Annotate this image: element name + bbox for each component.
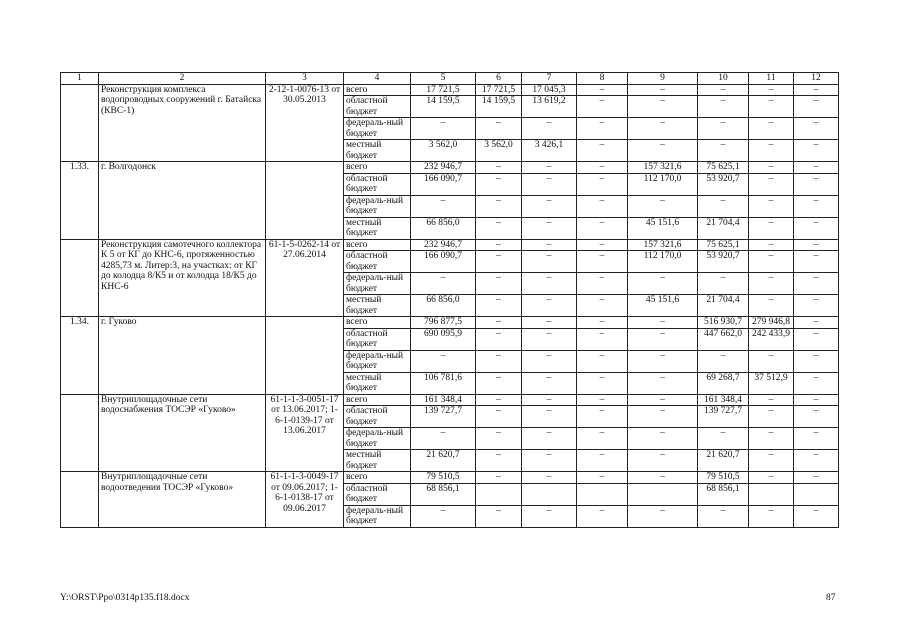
funding-source: местный бюджет xyxy=(344,372,411,394)
amount-cell: – xyxy=(522,251,577,273)
column-header: 10 xyxy=(698,73,749,85)
amount-cell: 161 348,4 xyxy=(411,394,476,406)
amount-cell: – xyxy=(698,428,749,450)
amount-cell: – xyxy=(577,295,628,317)
amount-cell: – xyxy=(577,372,628,394)
table-row xyxy=(61,394,839,406)
header-row xyxy=(61,73,839,85)
amount-cell: – xyxy=(476,328,522,350)
amount-cell: 75 625,1 xyxy=(698,162,749,174)
column-header: 5 xyxy=(411,73,476,85)
funding-source: областной бюджет xyxy=(344,483,411,505)
amount-cell: – xyxy=(522,372,577,394)
amount-cell: – xyxy=(577,406,628,428)
amount-cell: 106 781,6 xyxy=(411,372,476,394)
column-header: 11 xyxy=(749,73,794,85)
amount-cell: – xyxy=(411,350,476,372)
amount-cell: – xyxy=(698,84,749,96)
amount-cell: – xyxy=(577,84,628,96)
funding-source: всего xyxy=(344,162,411,174)
amount-cell: – xyxy=(476,317,522,329)
amount-cell: 139 727,7 xyxy=(411,406,476,428)
amount-cell: – xyxy=(749,273,794,295)
amount-cell: – xyxy=(749,406,794,428)
column-header: 3 xyxy=(266,73,344,85)
table-body xyxy=(61,84,839,527)
item-number xyxy=(61,472,99,528)
amount-cell: 79 510,5 xyxy=(698,472,749,484)
amount-cell: 21 704,4 xyxy=(698,295,749,317)
item-number xyxy=(61,394,99,472)
funding-source: местный бюджет xyxy=(344,217,411,239)
approval-code: 61-1-1-3-0049-17 от 09.06.2017; 1-6-1-0138-17 от 09.06.2017 xyxy=(266,472,344,528)
amount-cell: – xyxy=(794,406,839,428)
budget-table xyxy=(60,72,839,528)
column-header: 7 xyxy=(522,73,577,85)
amount-cell: 242 433,9 xyxy=(749,328,794,350)
table-row xyxy=(61,472,839,484)
amount-cell: – xyxy=(476,273,522,295)
amount-cell: – xyxy=(749,472,794,484)
amount-cell: – xyxy=(522,505,577,527)
amount-cell: – xyxy=(476,162,522,174)
amount-cell: – xyxy=(628,372,698,394)
amount-cell: – xyxy=(698,118,749,140)
amount-cell: 112 170,0 xyxy=(628,173,698,195)
amount-cell: – xyxy=(522,162,577,174)
funding-source: федераль-ный бюджет xyxy=(344,273,411,295)
page-number: 87 xyxy=(826,593,836,603)
column-header: 4 xyxy=(344,73,411,85)
amount-cell: – xyxy=(749,505,794,527)
amount-cell: – xyxy=(577,428,628,450)
funding-source: областной бюджет xyxy=(344,251,411,273)
item-name: Реконструкция комплекса водопроводных сооружений г. Батайска (КВС-1) xyxy=(99,84,266,162)
funding-source: областной бюджет xyxy=(344,328,411,350)
table-row xyxy=(61,162,839,174)
amount-cell: – xyxy=(794,140,839,162)
item-number xyxy=(61,84,99,162)
column-header: 12 xyxy=(794,73,839,85)
amount-cell: – xyxy=(411,505,476,527)
amount-cell: – xyxy=(698,273,749,295)
amount-cell: – xyxy=(794,239,839,251)
amount-cell: 21 620,7 xyxy=(411,450,476,472)
amount-cell: – xyxy=(476,118,522,140)
amount-cell: – xyxy=(577,273,628,295)
amount-cell: – xyxy=(698,96,749,118)
amount-cell: – xyxy=(577,505,628,527)
amount-cell: – xyxy=(577,239,628,251)
amount-cell: – xyxy=(522,328,577,350)
amount-cell: – xyxy=(476,217,522,239)
amount-cell: – xyxy=(749,162,794,174)
amount-cell: – xyxy=(476,173,522,195)
amount-cell: – xyxy=(476,195,522,217)
amount-cell: 45 151,6 xyxy=(628,217,698,239)
amount-cell: – xyxy=(577,472,628,484)
amount-cell: – xyxy=(749,428,794,450)
amount-cell: – xyxy=(577,251,628,273)
amount-cell: – xyxy=(476,239,522,251)
amount-cell: 79 510,5 xyxy=(411,472,476,484)
amount-cell: – xyxy=(794,118,839,140)
item-number: 1.34. xyxy=(61,317,99,395)
amount-cell: – xyxy=(794,295,839,317)
amount-cell: – xyxy=(794,173,839,195)
amount-cell: – xyxy=(749,450,794,472)
amount-cell: – xyxy=(522,394,577,406)
funding-source: местный бюджет xyxy=(344,295,411,317)
amount-cell: – xyxy=(794,317,839,329)
amount-cell: – xyxy=(476,428,522,450)
amount-cell: – xyxy=(794,217,839,239)
column-header: 6 xyxy=(476,73,522,85)
table-row xyxy=(61,239,839,251)
amount-cell: – xyxy=(522,118,577,140)
amount-cell: – xyxy=(577,96,628,118)
amount-cell: 796 877,5 xyxy=(411,317,476,329)
amount-cell: – xyxy=(794,328,839,350)
amount-cell: 157 321,6 xyxy=(628,162,698,174)
amount-cell: – xyxy=(628,273,698,295)
amount-cell: – xyxy=(522,295,577,317)
approval-code xyxy=(266,162,344,240)
item-name: г. Гуково xyxy=(99,317,266,395)
amount-cell: – xyxy=(476,251,522,273)
amount-cell: 161 348,4 xyxy=(698,394,749,406)
amount-cell: – xyxy=(476,450,522,472)
amount-cell xyxy=(522,483,577,505)
funding-source: местный бюджет xyxy=(344,450,411,472)
amount-cell: – xyxy=(794,273,839,295)
amount-cell: – xyxy=(577,195,628,217)
amount-cell: – xyxy=(411,273,476,295)
amount-cell: – xyxy=(476,406,522,428)
amount-cell: – xyxy=(749,140,794,162)
amount-cell: – xyxy=(476,372,522,394)
amount-cell: – xyxy=(794,251,839,273)
amount-cell: 516 930,7 xyxy=(698,317,749,329)
amount-cell: 69 268,7 xyxy=(698,372,749,394)
amount-cell: – xyxy=(749,394,794,406)
funding-source: федераль-ный бюджет xyxy=(344,118,411,140)
approval-code: 61-1-1-3-0051-17 от 13.06.2017; 1-6-1-0139-17 от 13.06.2017 xyxy=(266,394,344,472)
approval-code: 61-1-5-0262-14 от 27.06.2014 xyxy=(266,239,344,317)
table-row xyxy=(61,84,839,96)
column-header: 8 xyxy=(577,73,628,85)
amount-cell: – xyxy=(577,317,628,329)
item-name: Внутриплощадочные сети водоотведения ТОСЭР «Гуково» xyxy=(99,472,266,528)
amount-cell: – xyxy=(411,118,476,140)
amount-cell: – xyxy=(577,217,628,239)
funding-source: федераль-ный бюджет xyxy=(344,428,411,450)
amount-cell: – xyxy=(794,394,839,406)
amount-cell: – xyxy=(794,195,839,217)
amount-cell: – xyxy=(628,428,698,450)
amount-cell: – xyxy=(628,195,698,217)
amount-cell: 53 920,7 xyxy=(698,173,749,195)
amount-cell: – xyxy=(577,328,628,350)
amount-cell: 232 946,7 xyxy=(411,162,476,174)
amount-cell: – xyxy=(698,140,749,162)
amount-cell: – xyxy=(749,84,794,96)
amount-cell: – xyxy=(749,217,794,239)
column-header: 2 xyxy=(99,73,266,85)
amount-cell: – xyxy=(522,428,577,450)
amount-cell: – xyxy=(577,162,628,174)
funding-source: всего xyxy=(344,472,411,484)
amount-cell: – xyxy=(794,84,839,96)
amount-cell: – xyxy=(749,295,794,317)
amount-cell: – xyxy=(522,217,577,239)
approval-code xyxy=(266,317,344,395)
amount-cell: 14 159,5 xyxy=(411,96,476,118)
amount-cell: – xyxy=(628,450,698,472)
funding-source: федераль-ный бюджет xyxy=(344,195,411,217)
amount-cell: 75 625,1 xyxy=(698,239,749,251)
amount-cell: 3 426,1 xyxy=(522,140,577,162)
column-header: 9 xyxy=(628,73,698,85)
amount-cell: – xyxy=(522,472,577,484)
amount-cell: 166 090,7 xyxy=(411,173,476,195)
amount-cell: 68 856,1 xyxy=(411,483,476,505)
amount-cell: – xyxy=(411,195,476,217)
amount-cell: – xyxy=(794,162,839,174)
amount-cell: – xyxy=(698,505,749,527)
file-path: Y:\ORST\Ppo\0314p135.f18.docx xyxy=(60,593,190,603)
amount-cell: – xyxy=(698,350,749,372)
amount-cell: – xyxy=(476,505,522,527)
amount-cell: 66 856,0 xyxy=(411,295,476,317)
amount-cell: – xyxy=(577,140,628,162)
amount-cell: – xyxy=(794,472,839,484)
amount-cell: – xyxy=(749,118,794,140)
amount-cell: – xyxy=(411,428,476,450)
funding-source: всего xyxy=(344,84,411,96)
amount-cell: 279 946,8 xyxy=(749,317,794,329)
amount-cell: 17 721,5 xyxy=(411,84,476,96)
amount-cell: – xyxy=(698,195,749,217)
amount-cell: – xyxy=(577,173,628,195)
amount-cell: 690 095,9 xyxy=(411,328,476,350)
funding-source: областной бюджет xyxy=(344,96,411,118)
amount-cell: – xyxy=(628,118,698,140)
item-name: Реконструкция самотечного коллектора К 5 от КГ до КНС-6, протяженностью 4285,73 м. Литер:3, на участках: от КГ до колодца 8/К5 и от колодца 18/К5 до КНС-6 xyxy=(99,239,266,317)
amount-cell xyxy=(577,483,628,505)
amount-cell: – xyxy=(522,273,577,295)
amount-cell: – xyxy=(577,394,628,406)
amount-cell: – xyxy=(628,84,698,96)
table-row xyxy=(61,317,839,329)
amount-cell: – xyxy=(476,472,522,484)
item-number xyxy=(61,239,99,317)
amount-cell: – xyxy=(628,406,698,428)
amount-cell: – xyxy=(749,350,794,372)
amount-cell: – xyxy=(794,505,839,527)
amount-cell: 53 920,7 xyxy=(698,251,749,273)
amount-cell: 45 151,6 xyxy=(628,295,698,317)
amount-cell: – xyxy=(749,96,794,118)
amount-cell: 166 090,7 xyxy=(411,251,476,273)
amount-cell: – xyxy=(577,450,628,472)
amount-cell: 3 562,0 xyxy=(476,140,522,162)
item-number: 1.33. xyxy=(61,162,99,240)
amount-cell: 232 946,7 xyxy=(411,239,476,251)
amount-cell: – xyxy=(628,350,698,372)
funding-source: всего xyxy=(344,317,411,329)
amount-cell: – xyxy=(522,406,577,428)
amount-cell: – xyxy=(749,173,794,195)
funding-source: федераль-ный бюджет xyxy=(344,350,411,372)
funding-source: федераль-ный бюджет xyxy=(344,505,411,527)
amount-cell: 21 704,4 xyxy=(698,217,749,239)
funding-source: всего xyxy=(344,394,411,406)
amount-cell: 37 512,9 xyxy=(749,372,794,394)
amount-cell xyxy=(476,483,522,505)
amount-cell: – xyxy=(794,372,839,394)
amount-cell: – xyxy=(794,96,839,118)
amount-cell: – xyxy=(628,505,698,527)
amount-cell: 13 619,2 xyxy=(522,96,577,118)
amount-cell: – xyxy=(577,350,628,372)
funding-source: местный бюджет xyxy=(344,140,411,162)
amount-cell: – xyxy=(628,140,698,162)
amount-cell: – xyxy=(749,195,794,217)
amount-cell: 157 321,6 xyxy=(628,239,698,251)
amount-cell: – xyxy=(522,450,577,472)
funding-source: всего xyxy=(344,239,411,251)
item-name: г. Волгодонск xyxy=(99,162,266,240)
amount-cell: – xyxy=(522,195,577,217)
amount-cell: 3 562,0 xyxy=(411,140,476,162)
approval-code: 2-12-1-0076-13 от 30.05.2013 xyxy=(266,84,344,162)
column-header: 1 xyxy=(61,73,99,85)
amount-cell: 68 856,1 xyxy=(698,483,749,505)
amount-cell: – xyxy=(749,251,794,273)
amount-cell: – xyxy=(628,96,698,118)
amount-cell: – xyxy=(749,239,794,251)
amount-cell: – xyxy=(794,350,839,372)
amount-cell: – xyxy=(628,394,698,406)
amount-cell: – xyxy=(522,239,577,251)
amount-cell: – xyxy=(794,450,839,472)
amount-cell: 17 721,5 xyxy=(476,84,522,96)
amount-cell: 17 045,3 xyxy=(522,84,577,96)
amount-cell: – xyxy=(628,317,698,329)
amount-cell: – xyxy=(476,350,522,372)
amount-cell xyxy=(749,483,794,505)
amount-cell: – xyxy=(628,328,698,350)
amount-cell: – xyxy=(522,317,577,329)
amount-cell: 112 170,0 xyxy=(628,251,698,273)
amount-cell: – xyxy=(476,394,522,406)
funding-source: областной бюджет xyxy=(344,406,411,428)
amount-cell xyxy=(794,483,839,505)
amount-cell: – xyxy=(522,173,577,195)
amount-cell: – xyxy=(577,118,628,140)
item-name: Внутриплощадочные сети водоснабжения ТОСЭР «Гуково» xyxy=(99,394,266,472)
amount-cell: 66 856,0 xyxy=(411,217,476,239)
amount-cell: 139 727,7 xyxy=(698,406,749,428)
amount-cell: – xyxy=(628,472,698,484)
amount-cell: 14 159,5 xyxy=(476,96,522,118)
funding-source: областной бюджет xyxy=(344,173,411,195)
amount-cell: – xyxy=(476,295,522,317)
amount-cell: 21 620,7 xyxy=(698,450,749,472)
amount-cell: – xyxy=(522,350,577,372)
amount-cell: 447 662,0 xyxy=(698,328,749,350)
amount-cell: – xyxy=(794,428,839,450)
amount-cell xyxy=(628,483,698,505)
